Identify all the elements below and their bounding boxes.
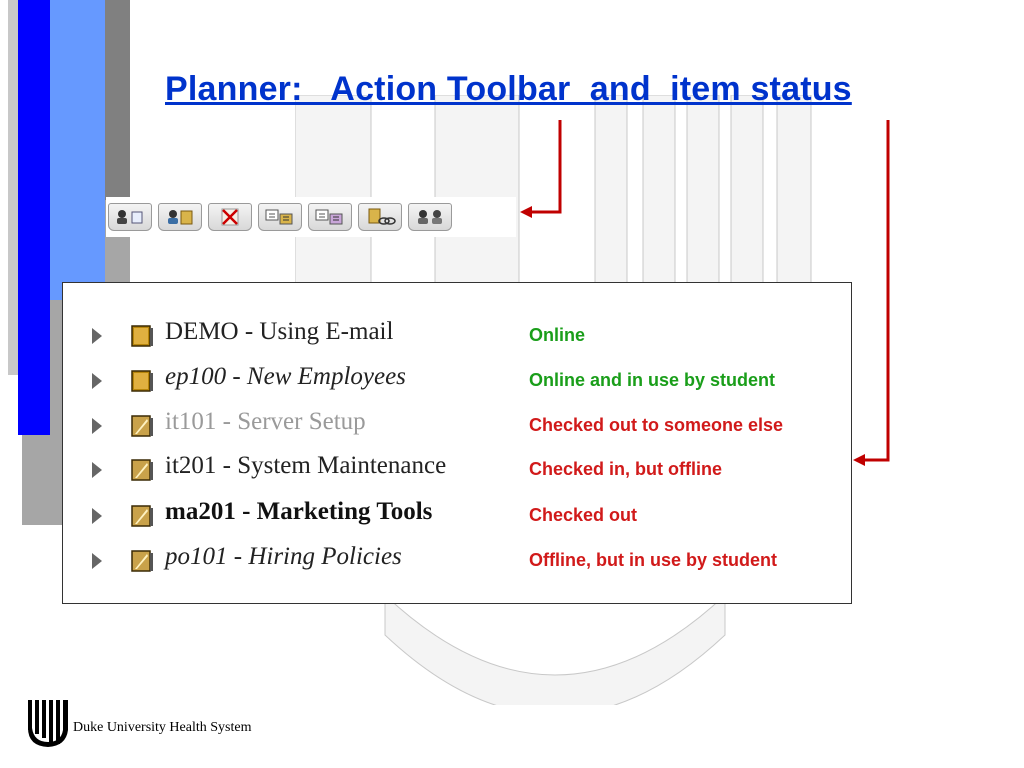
expand-arrow-icon[interactable] [92,418,102,434]
decor-bar-mid-gray [105,0,130,200]
course-name: ep100 - New Employees [165,363,406,390]
book-open-icon [129,504,155,528]
duke-logo-icon [26,700,70,748]
action-toolbar [106,197,516,237]
expand-arrow-icon[interactable] [92,553,102,569]
course-name: it201 - System Maintenance [165,452,447,479]
planner-item-list [62,282,852,604]
list-item[interactable] [63,360,851,400]
item-status: Checked in, but offline [529,459,723,479]
sequence-one-button[interactable] [258,203,302,231]
expand-arrow-icon[interactable] [92,462,102,478]
delete-button[interactable] [208,203,252,231]
list-item[interactable] [63,405,851,445]
organization-name: Duke University Health System [73,720,252,735]
list-item[interactable] [63,540,851,580]
book-link-icon [363,208,397,226]
course-name: po101 - Hiring Policies [165,543,402,570]
delete-x-icon [213,207,247,227]
person-book-button[interactable] [158,203,202,231]
decor-bar-light-blue [42,0,105,300]
expand-arrow-icon[interactable] [92,373,102,389]
person-book-icon [163,208,197,226]
book-link-button[interactable] [358,203,402,231]
expand-arrow-icon[interactable] [92,508,102,524]
item-status: Checked out [529,505,638,525]
list-item[interactable] [63,449,851,489]
book-open-icon [129,414,155,438]
expand-arrow-icon[interactable] [92,328,102,344]
arrow-to-status [865,120,888,460]
sequence-two-button[interactable] [308,203,352,231]
two-people-icon [413,208,447,226]
course-name: DEMO - Using E-mail [165,318,394,345]
book-icon [129,369,155,393]
person-page-button[interactable] [108,203,152,231]
sequence-one-icon [263,208,297,226]
list-item[interactable] [63,315,851,355]
list-item[interactable] [63,495,851,535]
course-name: ma201 - Marketing Tools [165,498,433,525]
item-status: Checked out to someone else [529,415,784,435]
item-status: Offline, but in use by student [529,550,778,570]
book-open-icon [129,458,155,482]
person-page-icon [113,208,147,226]
item-status: Online [529,325,586,345]
sequence-two-icon [313,208,347,226]
decor-bar-blue [18,0,50,435]
two-people-button[interactable] [408,203,452,231]
item-status: Online and in use by student [529,370,776,390]
book-icon [129,324,155,348]
book-open-icon [129,549,155,573]
slide-title: Planner: Action Toolbar and item status [165,70,852,108]
course-name: it101 - Server Setup [165,408,366,435]
